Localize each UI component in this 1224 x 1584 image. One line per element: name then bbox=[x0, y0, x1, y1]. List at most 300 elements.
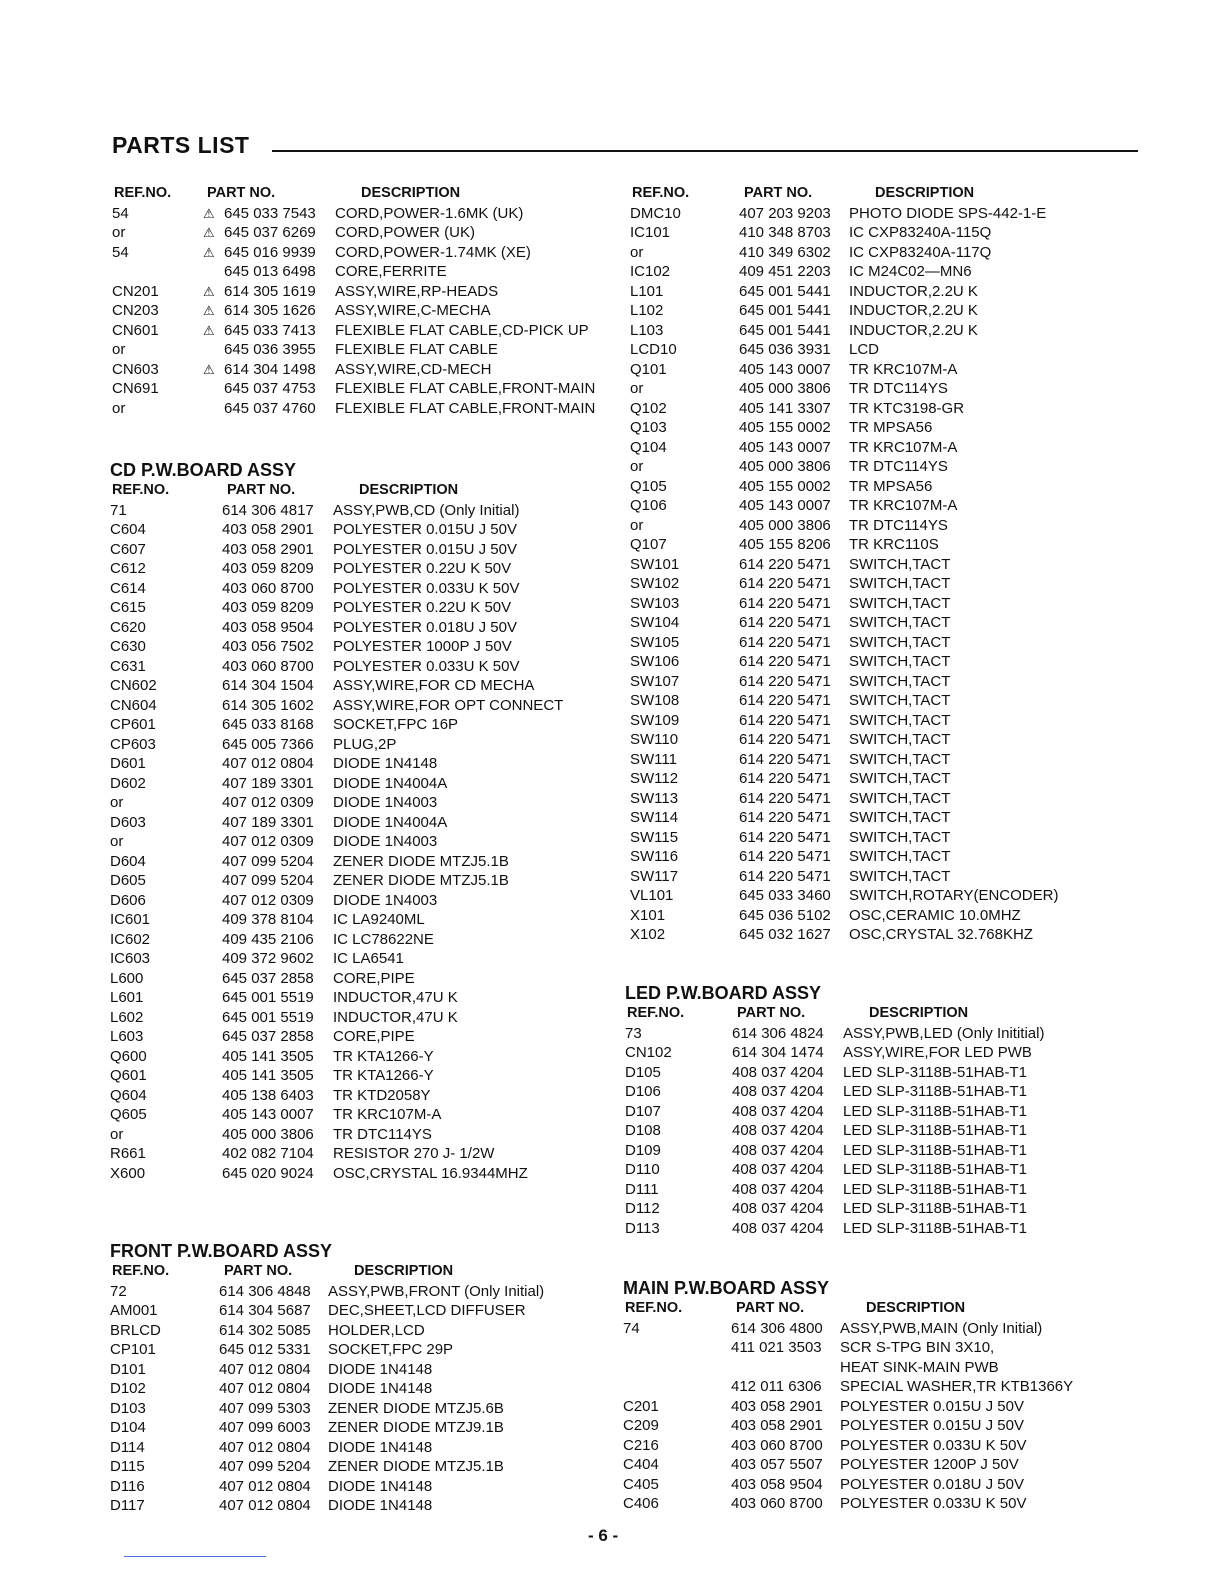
cd-board-section bbox=[110, 459, 564, 1183]
table-row bbox=[110, 1477, 433, 1497]
table-row bbox=[110, 1321, 425, 1341]
ref-no: D109 bbox=[625, 1141, 661, 1159]
column-header-ref: REF.NO. bbox=[114, 185, 172, 201]
ref-no: D105 bbox=[625, 1063, 661, 1081]
description: TR KRC107M-A bbox=[849, 497, 958, 514]
ref-no: SW112 bbox=[630, 770, 679, 787]
part-no: 614 220 5471 bbox=[739, 828, 831, 846]
ref-no: or bbox=[112, 224, 126, 241]
part-no: 614 220 5471 bbox=[739, 750, 831, 768]
description: SWITCH,TACT bbox=[849, 711, 951, 729]
part-no: 408 037 4204 bbox=[732, 1161, 824, 1178]
description: TR DTC114YS bbox=[849, 380, 948, 397]
ref-no: CN102 bbox=[625, 1044, 672, 1061]
ref-no: D111 bbox=[625, 1180, 659, 1198]
ref-no: SW104 bbox=[630, 614, 680, 631]
ref-no: 71 bbox=[110, 501, 127, 519]
description: LED SLP-3118B-51HAB-T1 bbox=[843, 1219, 1027, 1237]
part-no: 408 037 4204 bbox=[732, 1122, 824, 1139]
table-row bbox=[110, 735, 397, 755]
part-no: 405 143 0007 bbox=[739, 438, 831, 456]
part-no: 403 056 7502 bbox=[222, 638, 314, 655]
table-row bbox=[110, 1282, 545, 1302]
ref-no: X600 bbox=[110, 1164, 146, 1182]
table-row bbox=[623, 1397, 1024, 1417]
part-no: 645 033 7413 bbox=[224, 321, 316, 339]
table-row bbox=[625, 1024, 1045, 1044]
description: DIODE 1N4004A bbox=[333, 774, 448, 792]
table-row bbox=[110, 969, 415, 989]
safety-warning-icon: ⚠ bbox=[203, 244, 215, 260]
table-row bbox=[110, 696, 564, 716]
description: ZENER DIODE MTZJ5.6B bbox=[328, 1399, 504, 1417]
part-no: 614 220 5471 bbox=[739, 594, 831, 612]
description: ZENER DIODE MTZJ5.1B bbox=[328, 1458, 504, 1475]
part-no: 645 037 4753 bbox=[224, 380, 316, 397]
description: LED SLP-3118B-51HAB-T1 bbox=[843, 1102, 1027, 1120]
description: SWITCH,TACT bbox=[849, 692, 951, 709]
footer-underline bbox=[124, 1556, 266, 1557]
description: SOCKET,FPC 29P bbox=[328, 1341, 454, 1358]
ref-no: CP603 bbox=[110, 735, 156, 753]
part-no: 408 037 4204 bbox=[732, 1219, 824, 1237]
description: OSC,CRYSTAL 32.768KHZ bbox=[849, 926, 1033, 943]
description: SWITCH,TACT bbox=[849, 614, 951, 631]
column-header-row bbox=[625, 1004, 969, 1024]
description: DIODE 1N4148 bbox=[328, 1477, 433, 1495]
description: ASSY,WIRE,FOR LED PWB bbox=[843, 1044, 1032, 1061]
part-no: 407 099 5303 bbox=[219, 1399, 311, 1417]
part-no: 405 155 8206 bbox=[739, 536, 831, 553]
description: LED SLP-3118B-51HAB-T1 bbox=[843, 1161, 1027, 1178]
description: DIODE 1N4148 bbox=[328, 1497, 433, 1514]
table-row bbox=[110, 1105, 442, 1125]
table-row bbox=[110, 793, 438, 813]
ref-no: Q104 bbox=[630, 438, 667, 456]
description: ZENER DIODE MTZJ5.1B bbox=[333, 872, 509, 889]
table-row bbox=[110, 813, 448, 833]
description: FLEXIBLE FLAT CABLE,FRONT-MAIN bbox=[335, 380, 596, 397]
description: LED SLP-3118B-51HAB-T1 bbox=[843, 1122, 1027, 1139]
ref-no: X102 bbox=[630, 926, 666, 943]
description: INDUCTOR,47U K bbox=[333, 1008, 458, 1026]
column-header-row bbox=[623, 1299, 966, 1319]
table-row bbox=[110, 618, 517, 638]
part-no: 405 155 0002 bbox=[739, 477, 831, 495]
description: TR KTA1266-Y bbox=[333, 1047, 434, 1065]
description: SWITCH,TACT bbox=[849, 867, 951, 885]
ref-no: L601 bbox=[110, 989, 144, 1006]
part-no: 403 058 9504 bbox=[222, 618, 314, 636]
ref-no: SW114 bbox=[630, 809, 679, 826]
part-no: 405 143 0007 bbox=[739, 360, 831, 378]
column-header-desc: DESCRIPTION bbox=[875, 185, 975, 201]
column-header-row bbox=[110, 1262, 454, 1282]
description: INDUCTOR,2.2U K bbox=[849, 282, 978, 300]
part-no: 405 143 0007 bbox=[222, 1106, 314, 1123]
ref-no: SW105 bbox=[630, 633, 680, 651]
ref-no: IC602 bbox=[110, 930, 151, 948]
column-header-ref: REF.NO. bbox=[627, 1005, 685, 1021]
description: POLYESTER 0.018U J 50V bbox=[333, 618, 517, 636]
ref-no: D602 bbox=[110, 774, 146, 792]
table-row bbox=[110, 676, 535, 696]
ref-no: Q102 bbox=[630, 399, 667, 417]
ref-no: D114 bbox=[110, 1438, 145, 1456]
table-row bbox=[625, 1199, 1027, 1219]
part-no: 614 220 5471 bbox=[739, 672, 831, 690]
part-no: 407 189 3301 bbox=[222, 813, 314, 831]
part-no: 403 060 8700 bbox=[222, 579, 314, 597]
description: POLYESTER 0.015U J 50V bbox=[840, 1397, 1024, 1415]
part-no: 614 220 5471 bbox=[739, 711, 831, 729]
ref-no: Q604 bbox=[110, 1086, 147, 1104]
part-no: 645 001 5441 bbox=[739, 302, 831, 319]
part-no: 409 451 2203 bbox=[739, 263, 831, 280]
section-title: CD P.W.BOARD ASSY bbox=[110, 460, 297, 480]
part-no: 645 036 3955 bbox=[224, 341, 316, 358]
table-row bbox=[110, 1144, 495, 1164]
description: LED SLP-3118B-51HAB-T1 bbox=[843, 1141, 1027, 1159]
title-rule bbox=[272, 150, 1138, 152]
ref-no: SW102 bbox=[630, 575, 680, 592]
part-no: 645 032 1627 bbox=[739, 926, 831, 943]
column-header-desc: DESCRIPTION bbox=[359, 482, 459, 498]
ref-no: C406 bbox=[623, 1495, 659, 1512]
table-row bbox=[110, 930, 434, 950]
table-row bbox=[110, 1008, 458, 1028]
table-row bbox=[623, 1319, 1043, 1339]
description: SWITCH,TACT bbox=[849, 828, 951, 846]
description: ZENER DIODE MTZJ9.1B bbox=[328, 1419, 504, 1436]
safety-warning-icon: ⚠ bbox=[203, 322, 215, 338]
ref-no: SW101 bbox=[630, 555, 680, 573]
part-no: 409 378 8104 bbox=[222, 911, 314, 928]
description: SWITCH,TACT bbox=[849, 594, 951, 612]
ref-no: LCD10 bbox=[630, 341, 677, 358]
description: DIODE 1N4003 bbox=[333, 891, 438, 909]
ref-no: D117 bbox=[110, 1497, 145, 1514]
table-row bbox=[625, 1063, 1027, 1083]
ref-no: D605 bbox=[110, 872, 146, 889]
ref-no: CP101 bbox=[110, 1341, 156, 1358]
description: IC CXP83240A-115Q bbox=[849, 224, 992, 241]
table-row bbox=[110, 1399, 504, 1419]
table-row bbox=[110, 1379, 433, 1399]
description: POLYESTER 0.033U K 50V bbox=[333, 657, 520, 675]
description: ASSY,PWB,MAIN (Only Initial) bbox=[840, 1319, 1043, 1337]
description: POLYESTER 0.015U J 50V bbox=[840, 1417, 1024, 1434]
ref-no: D101 bbox=[110, 1360, 146, 1378]
ref-no: Q107 bbox=[630, 536, 667, 553]
ref-no: SW107 bbox=[630, 672, 680, 690]
column-header-desc: DESCRIPTION bbox=[869, 1005, 969, 1021]
ref-no: D604 bbox=[110, 852, 146, 870]
description: TR KTA1266-Y bbox=[333, 1067, 434, 1084]
ref-no: AM001 bbox=[110, 1302, 158, 1319]
part-no: 408 037 4204 bbox=[732, 1063, 824, 1081]
description: SWITCH,ROTARY(ENCODER) bbox=[849, 887, 1059, 904]
ref-no: C620 bbox=[110, 618, 146, 636]
ref-no: D102 bbox=[110, 1380, 146, 1397]
description: SOCKET,FPC 16P bbox=[333, 716, 459, 733]
part-no: 614 220 5471 bbox=[739, 575, 831, 592]
description: CORD,POWER (UK) bbox=[335, 224, 475, 241]
section-title: LED P.W.BOARD ASSY bbox=[625, 983, 822, 1003]
description: LCD bbox=[849, 341, 880, 358]
column-header-part: PART NO. bbox=[744, 185, 813, 201]
part-no: 614 220 5471 bbox=[739, 731, 831, 748]
ref-no: D116 bbox=[110, 1477, 145, 1495]
ref-no: 72 bbox=[110, 1282, 127, 1300]
description: OSC,CRYSTAL 16.9344MHZ bbox=[333, 1164, 528, 1182]
part-no: 645 036 3931 bbox=[739, 341, 831, 358]
part-no: 407 099 5204 bbox=[222, 852, 314, 870]
table-row bbox=[110, 520, 517, 540]
description: SCR S-TPG BIN 3X10, bbox=[840, 1339, 995, 1356]
ref-no: Q103 bbox=[630, 419, 667, 436]
ref-no: R661 bbox=[110, 1145, 146, 1162]
part-no: 405 155 0002 bbox=[739, 419, 831, 436]
table-row bbox=[623, 1494, 1027, 1514]
ref-no: CN604 bbox=[110, 696, 157, 714]
part-no: 407 012 0309 bbox=[222, 891, 314, 909]
part-no: 614 220 5471 bbox=[739, 789, 831, 807]
ref-no: C404 bbox=[623, 1456, 659, 1473]
ref-no: D112 bbox=[625, 1200, 660, 1217]
description: LED SLP-3118B-51HAB-T1 bbox=[843, 1200, 1027, 1217]
part-no: 645 001 5519 bbox=[222, 1008, 314, 1026]
part-no: 645 037 2858 bbox=[222, 969, 314, 987]
description: ASSY,PWB,CD (Only Initial) bbox=[333, 501, 520, 519]
ref-no: IC603 bbox=[110, 950, 151, 967]
ref-no: or bbox=[630, 380, 644, 397]
column-header-ref: REF.NO. bbox=[112, 482, 170, 498]
ref-no: C201 bbox=[623, 1397, 659, 1415]
part-no: 403 058 2901 bbox=[731, 1417, 823, 1434]
table-row bbox=[625, 1219, 1027, 1239]
table-row bbox=[110, 988, 458, 1008]
description: DIODE 1N4148 bbox=[328, 1360, 433, 1378]
table-row bbox=[110, 1418, 504, 1438]
part-no: 407 012 0309 bbox=[222, 794, 314, 811]
ref-no: SW109 bbox=[630, 711, 680, 729]
description: SWITCH,TACT bbox=[849, 633, 951, 651]
table-row bbox=[110, 1164, 528, 1184]
part-no: 407 012 0804 bbox=[219, 1360, 311, 1378]
description: TR DTC114YS bbox=[333, 1125, 432, 1143]
part-no: 407 189 3301 bbox=[222, 774, 314, 792]
description: HEAT SINK-MAIN PWB bbox=[840, 1358, 999, 1376]
ref-no: D107 bbox=[625, 1102, 661, 1120]
part-no: 407 203 9203 bbox=[739, 204, 831, 222]
ref-no: SW113 bbox=[630, 789, 679, 807]
description: ASSY,WIRE,FOR CD MECHA bbox=[333, 677, 535, 694]
part-no: 614 306 4824 bbox=[732, 1024, 824, 1042]
table-row bbox=[110, 1496, 433, 1516]
ref-no: C614 bbox=[110, 579, 146, 597]
column-header-part: PART NO. bbox=[227, 482, 296, 498]
part-no: 645 013 6498 bbox=[224, 263, 316, 280]
description: SWITCH,TACT bbox=[849, 672, 951, 690]
description: TR DTC114YS bbox=[849, 516, 948, 534]
part-no: 403 060 8700 bbox=[222, 657, 314, 675]
table-row bbox=[110, 501, 520, 521]
part-no: 614 305 1619 bbox=[224, 282, 316, 300]
table-row bbox=[110, 1125, 432, 1145]
ref-no: SW110 bbox=[630, 731, 679, 748]
ref-no: or bbox=[112, 399, 126, 417]
part-no: 403 058 2901 bbox=[222, 540, 314, 558]
part-no: 407 012 0309 bbox=[222, 833, 314, 850]
section-title: MAIN P.W.BOARD ASSY bbox=[623, 1278, 830, 1298]
table-row bbox=[110, 1438, 433, 1458]
table-row bbox=[623, 1436, 1027, 1456]
part-no: 645 001 5441 bbox=[739, 282, 831, 300]
safety-warning-icon: ⚠ bbox=[203, 283, 215, 299]
description: SWITCH,TACT bbox=[849, 789, 951, 807]
ref-no: C604 bbox=[110, 521, 146, 538]
part-no: 405 138 6403 bbox=[222, 1086, 314, 1104]
ref-no: or bbox=[630, 243, 644, 261]
description: LED SLP-3118B-51HAB-T1 bbox=[843, 1180, 1027, 1198]
ref-no: SW117 bbox=[630, 867, 679, 885]
description: POLYESTER 0.22U K 50V bbox=[333, 560, 512, 577]
part-no: 405 143 0007 bbox=[739, 497, 831, 514]
column-header-ref: REF.NO. bbox=[112, 1263, 170, 1279]
ref-no: Q605 bbox=[110, 1106, 147, 1123]
part-no: 645 020 9024 bbox=[222, 1164, 314, 1182]
part-no: 403 058 2901 bbox=[222, 521, 314, 538]
description: OSC,CERAMIC 10.0MHZ bbox=[849, 906, 1021, 924]
ref-no: 73 bbox=[625, 1024, 642, 1042]
ref-no: or bbox=[630, 516, 644, 534]
ref-no: SW106 bbox=[630, 653, 680, 670]
part-no: 614 304 5687 bbox=[219, 1302, 311, 1319]
part-no: 411 021 3503 bbox=[731, 1339, 822, 1356]
ref-no: BRLCD bbox=[110, 1321, 161, 1339]
description: CORE,PIPE bbox=[333, 1028, 415, 1045]
description: IC LA6541 bbox=[333, 950, 404, 967]
ref-no: D104 bbox=[110, 1419, 146, 1436]
part-no: 408 037 4204 bbox=[732, 1180, 824, 1198]
led-board-section bbox=[625, 982, 1045, 1238]
part-no: 614 306 4800 bbox=[731, 1319, 823, 1337]
table-row bbox=[110, 832, 438, 852]
part-no: 405 000 3806 bbox=[739, 516, 831, 534]
table-row bbox=[625, 1160, 1027, 1180]
description: CORE,PIPE bbox=[333, 969, 415, 987]
part-no: 645 012 5331 bbox=[219, 1341, 311, 1358]
description: SWITCH,TACT bbox=[849, 575, 951, 592]
ref-no: D606 bbox=[110, 891, 146, 909]
description: PHOTO DIODE SPS-442-1-E bbox=[849, 204, 1047, 222]
column-header-part: PART NO. bbox=[736, 1300, 805, 1316]
part-no: 614 220 5471 bbox=[739, 770, 831, 787]
table-row bbox=[110, 1301, 526, 1321]
ref-no: CN201 bbox=[112, 282, 159, 300]
part-no: 407 099 6003 bbox=[219, 1419, 311, 1436]
part-no: 405 000 3806 bbox=[739, 380, 831, 397]
ref-no: 74 bbox=[623, 1319, 640, 1337]
table-row bbox=[110, 871, 509, 891]
column-header-desc: DESCRIPTION bbox=[354, 1263, 454, 1279]
ref-no: L103 bbox=[630, 321, 664, 339]
part-no: 614 306 4817 bbox=[222, 501, 314, 519]
ref-no: 54 bbox=[112, 243, 129, 261]
description: POLYESTER 0.018U J 50V bbox=[840, 1475, 1024, 1493]
description: LED SLP-3118B-51HAB-T1 bbox=[843, 1063, 1027, 1081]
safety-warning-icon: ⚠ bbox=[203, 361, 215, 377]
part-no: 403 058 9504 bbox=[731, 1475, 823, 1493]
table-row bbox=[110, 715, 459, 735]
description: DEC,SHEET,LCD DIFFUSER bbox=[328, 1302, 526, 1319]
part-no: 645 033 7543 bbox=[224, 204, 316, 222]
safety-warning-icon: ⚠ bbox=[203, 205, 215, 221]
part-no: 614 220 5471 bbox=[739, 867, 831, 885]
part-no: 403 057 5507 bbox=[731, 1456, 823, 1473]
table-row bbox=[110, 540, 517, 560]
ref-no: CN203 bbox=[112, 302, 159, 319]
description: DIODE 1N4148 bbox=[328, 1438, 433, 1456]
part-no: 407 012 0804 bbox=[222, 755, 314, 772]
part-no: 645 016 9939 bbox=[224, 243, 316, 261]
table-row bbox=[110, 1457, 504, 1477]
description: FLEXIBLE FLAT CABLE,CD-PICK UP bbox=[335, 321, 589, 339]
part-no: 408 037 4204 bbox=[732, 1102, 824, 1120]
part-no: 614 220 5471 bbox=[739, 653, 831, 670]
table-row bbox=[110, 579, 520, 599]
description: SPECIAL WASHER,TR KTB1366Y bbox=[840, 1378, 1074, 1395]
part-no: 407 012 0804 bbox=[219, 1497, 311, 1514]
part-no: 645 037 4760 bbox=[224, 399, 316, 417]
description: DIODE 1N4148 bbox=[328, 1380, 433, 1397]
part-no: 403 059 8209 bbox=[222, 599, 314, 616]
description: CORD,POWER-1.74MK (XE) bbox=[335, 243, 531, 261]
ref-no: or bbox=[110, 833, 124, 850]
ref-no: or bbox=[110, 794, 124, 811]
table-row bbox=[110, 910, 425, 930]
table-row bbox=[623, 1338, 995, 1358]
description: INDUCTOR,2.2U K bbox=[849, 321, 978, 339]
description: POLYESTER 0.033U K 50V bbox=[333, 579, 520, 597]
description: POLYESTER 0.033U K 50V bbox=[840, 1495, 1027, 1512]
table-row bbox=[110, 754, 438, 774]
ref-no: Q600 bbox=[110, 1047, 147, 1065]
ref-no: CN602 bbox=[110, 677, 157, 694]
description: ASSY,WIRE,C-MECHA bbox=[335, 302, 491, 319]
ref-no: CN691 bbox=[112, 380, 159, 397]
description: ASSY,WIRE,FOR OPT CONNECT bbox=[333, 696, 564, 714]
part-no: 407 012 0804 bbox=[219, 1477, 311, 1495]
part-no: 408 037 4204 bbox=[732, 1083, 824, 1100]
column-header-desc: DESCRIPTION bbox=[361, 185, 461, 201]
ref-no: X101 bbox=[630, 906, 666, 924]
ref-no: D113 bbox=[625, 1219, 660, 1237]
table-row bbox=[110, 852, 509, 872]
table-row bbox=[625, 1043, 1032, 1063]
part-no: 408 037 4204 bbox=[732, 1200, 824, 1217]
ref-no: D110 bbox=[625, 1161, 660, 1178]
table-row bbox=[110, 1340, 454, 1360]
description: ASSY,PWB,FRONT (Only Initial) bbox=[328, 1282, 545, 1300]
ref-no: C216 bbox=[623, 1436, 659, 1454]
ref-no: SW116 bbox=[630, 848, 679, 865]
part-no: 645 033 8168 bbox=[222, 716, 314, 733]
description: ASSY,WIRE,CD-MECH bbox=[335, 360, 492, 378]
part-no: 645 001 5441 bbox=[739, 321, 831, 339]
part-no: 614 305 1602 bbox=[222, 696, 314, 714]
